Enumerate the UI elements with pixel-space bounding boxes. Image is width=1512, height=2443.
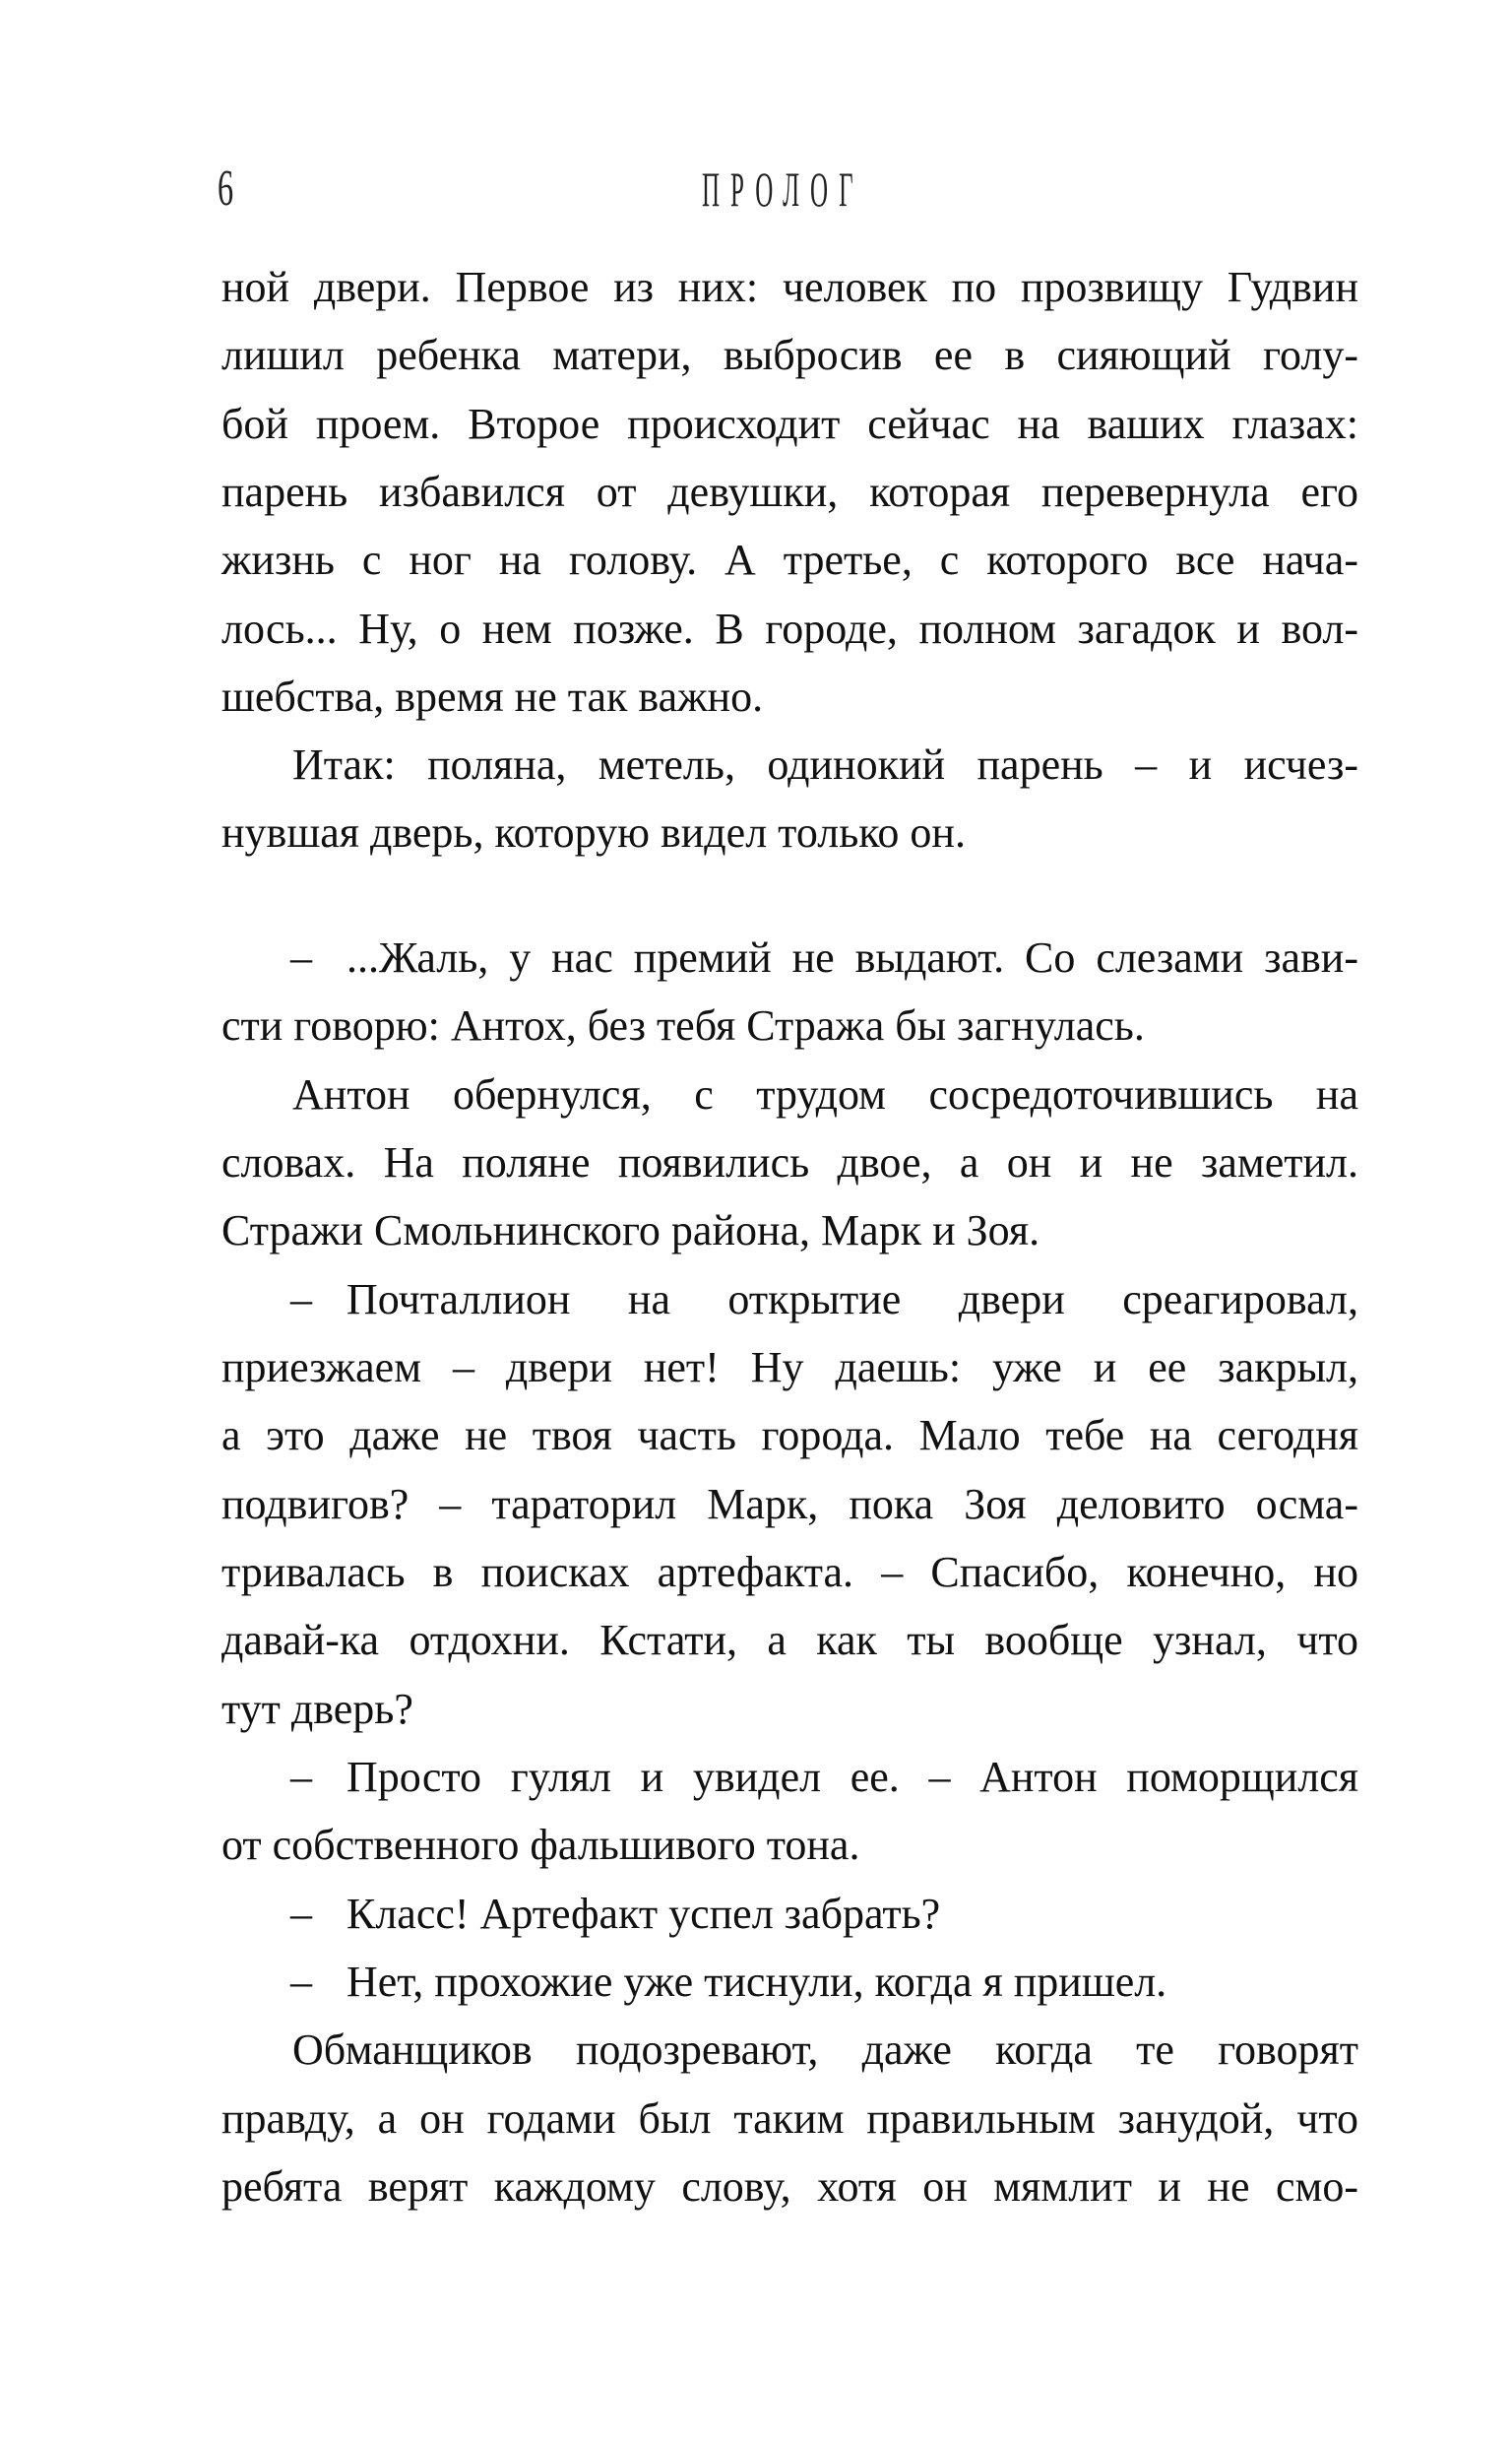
text-line: а это даже не твоя часть города. Мало тебе на сегодня [221,1411,1358,1459]
text-line: давай-ка отдохни. Кстати, а как ты вообще узнал, что [221,1616,1358,1664]
text-line: тривалась в поисках артефакта. – Спасибо, конечно, но [221,1548,1358,1596]
dialogue-line [221,1265,1358,1333]
paragraph-first-line: Итак: поляна, метель, одинокий парень – и исчез- [292,740,1358,789]
text-line: шебства, время не так важно. [221,673,764,721]
text-line: бой проем. Второе происходит сейчас на ваших глазах: [221,400,1358,448]
text-line: словах. На поляне появились двое, а он и не заметил. [221,1138,1358,1187]
dialogue-dash: – [290,1753,312,1801]
dialogue-text: Почталлион на открытие двери среагировал, [346,1275,1358,1323]
dialogue-line [221,1743,1358,1811]
text-line: лишил ребенка матери, выбросив ее в сияющий голу- [221,331,1358,379]
page-number: 6 [218,161,234,217]
running-chapter-title [702,161,883,217]
text-line: Стражи Смольнинского района, Марк и Зоя. [221,1206,1040,1254]
text-line: правду, а он годами был таким правильным занудой, что [221,2094,1358,2143]
chapter-title-text: ПРОЛОГ [702,161,864,217]
dialogue-dash: – [290,933,312,982]
dialogue-text: Класс! Артефакт успел забрать? [346,1890,941,1938]
text-line: ной двери. Первое из них: человек по прозвищу Гудвин [221,263,1358,311]
dialogue-line [221,1948,1358,2016]
text-line: подвигов? – тараторил Марк, пока Зоя деловито осма- [221,1480,1358,1528]
text-line: приезжаем – двери нет! Ну даешь: уже и ее закрыл, [221,1343,1358,1391]
text-line: лось... Ну, о нем позже. В городе, полном загадок и вол- [221,605,1358,653]
dialogue-text: Просто гулял и увидел ее. – Антон поморщился [346,1753,1358,1801]
dialogue-dash: – [290,1958,312,2006]
text-line: нувшая дверь, которую видел только он. [221,808,966,857]
paragraph-first-line: Антон обернулся, с трудом сосредоточившись на [292,1070,1358,1119]
text-line: от собственного фальшивого тона. [221,1821,860,1869]
text-line: парень избавился от девушки, которая перевернула его [221,468,1358,516]
dialogue-text: ...Жаль, у нас премий не выдают. Со слезами зави- [346,933,1358,982]
dialogue-dash: – [290,1890,312,1938]
text-line: сти говорю: Антох, без тебя Стража бы загнулась. [221,1001,1145,1050]
text-line: жизнь с ног на голову. А третье, с которого все нача- [221,536,1358,584]
dialogue-line [221,1880,1358,1948]
text-line: тут дверь? [221,1685,413,1733]
dialogue-text: Нет, прохожие уже тиснули, когда я пришел. [346,1958,1167,2006]
text-line: ребята верят каждому слову, хотя он мямлит и не смо- [221,2162,1358,2211]
paragraph-first-line: Обманщиков подозревают, даже когда те говорят [292,2025,1358,2074]
dialogue-dash: – [290,1275,312,1323]
dialogue-line [221,924,1358,992]
